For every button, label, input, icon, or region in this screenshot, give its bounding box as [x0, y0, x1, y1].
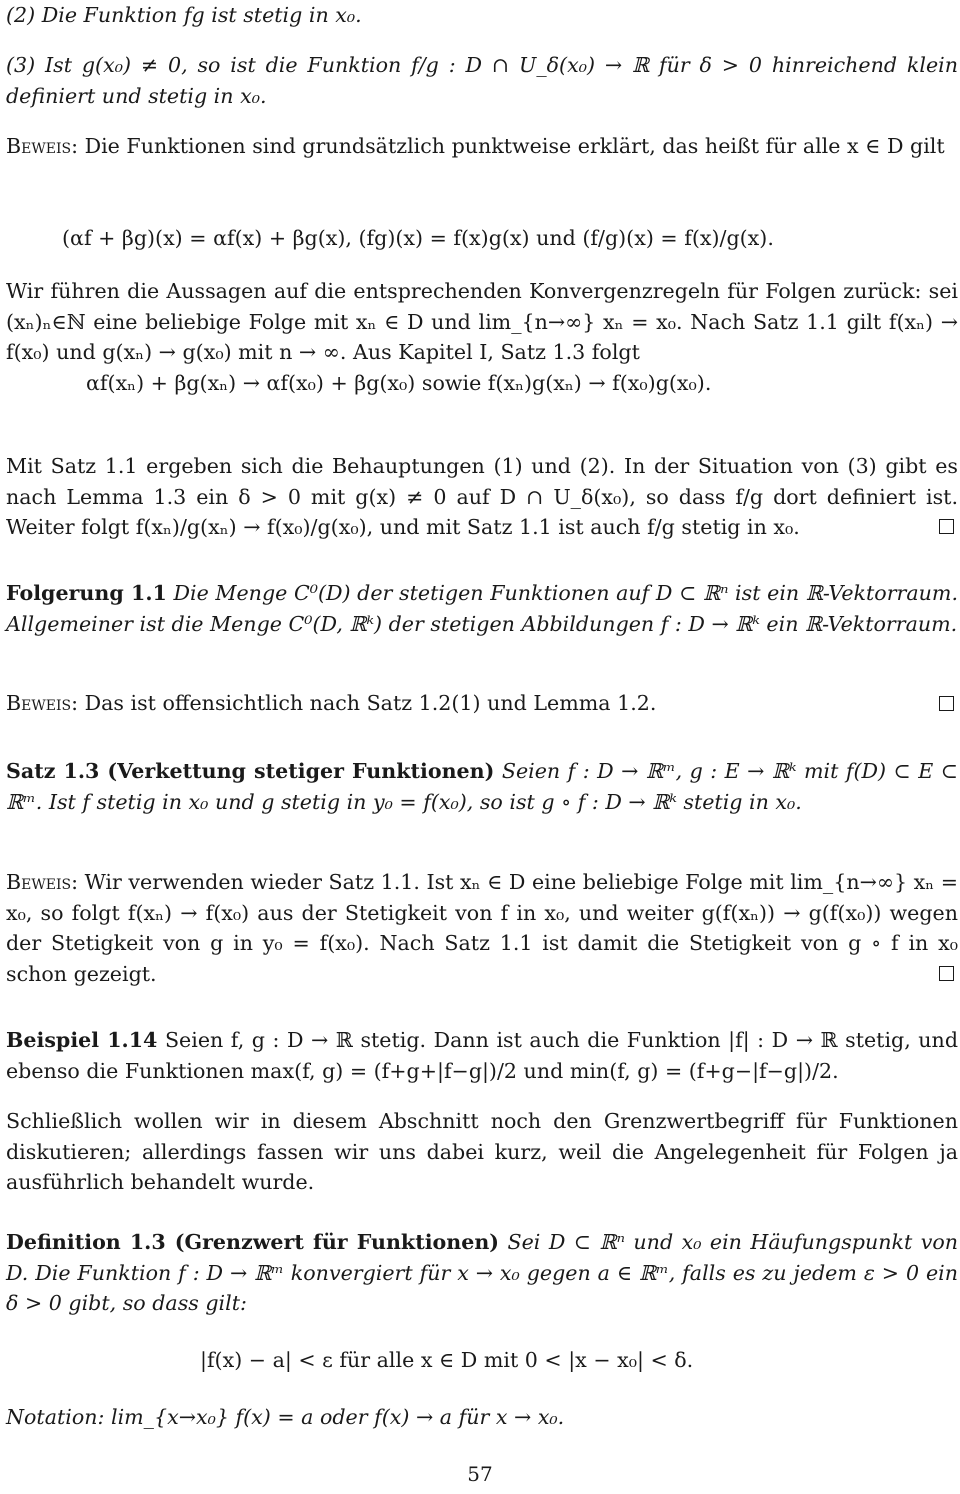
proof-1-formula-2: αf(xₙ) + βg(xₙ) → αf(x₀) + βg(x₀) sowie f(xₙ)g(xₙ) → f(x₀)g(x₀). — [86, 371, 712, 395]
proof-2-text: Das ist offensichtlich nach Satz 1.2(1) und Lemma 1.2. — [84, 691, 657, 715]
folgerung-text: Die Menge C⁰(D) der stetigen Funktionen auf D ⊂ ℝⁿ ist ein ℝ-Vektorraum. Allgemeiner ist die Menge C⁰(D, ℝᵏ) der stetigen Abbildungen f : D → ℝᵏ ein ℝ-Vektorraum. — [6, 581, 959, 636]
beispiel-block — [6, 1025, 958, 1086]
folgerung-block — [6, 578, 958, 639]
satz-text: Seien f : D → ℝᵐ, g : E → ℝᵏ mit f(D) ⊂ E ⊂ ℝᵐ. Ist f stetig in x₀ und g stetig in y₀ = f(x₀), so ist g ∘ f : D → ℝᵏ stetig in x₀. — [6, 759, 958, 814]
proof-3 — [6, 867, 958, 989]
proof-1-paragraph: Wir führen die Aussagen auf die entsprechenden Konvergenzregeln für Folgen zurück: sei (xₙ)ₙ∈ℕ eine beliebige Folge mit xₙ ∈ D und lim_{n→∞} xₙ = x₀. Nach Satz 1.1 gilt f(xₙ) → f(x₀) und g(xₙ) → g(x₀) mit n → ∞. Aus Kapitel I, Satz 1.3 folgt — [6, 279, 958, 364]
list-item-3: (3) Ist g(x₀) ≠ 0, so ist die Funktion f/g : D ∩ U_δ(x₀) → ℝ für δ > 0 hinreichend klein definiert und stetig in x₀. — [6, 53, 958, 108]
definition-text: Sei D ⊂ ℝⁿ und x₀ ein Häufungspunkt von D. Die Funktion f : D → ℝᵐ konvergiert für x → x₀ gegen a ∈ ℝᵐ, falls es zu jedem ε > 0 ein δ > 0 gibt, so dass gilt: — [6, 1230, 958, 1315]
qed-square-icon — [939, 966, 954, 981]
qed-square-icon — [939, 519, 954, 534]
proof-label: Beweis: — [6, 691, 79, 715]
proof-1-paragraph-2 — [6, 451, 958, 543]
satz-label: Satz 1.3 (Verkettung stetiger Funktionen) — [6, 759, 495, 783]
proof-3-text: Wir verwenden wieder Satz 1.1. Ist xₙ ∈ D eine beliebige Folge mit lim_{n→∞} xₙ = x₀, so folgt f(xₙ) → f(x₀) aus der Stetigkeit von f in x₀, und weiter g(f(xₙ)) → g(f(x₀)) wegen der Stetigkeit von g in y₀ = f(x₀). Nach Satz 1.1 ist damit die Stetigkeit von g ∘ f in x₀ schon gezeigt. — [6, 870, 959, 986]
proof-2 — [6, 688, 656, 719]
body-paragraph: Schließlich wollen wir in diesem Abschnitt noch den Grenzwertbegriff für Funktionen diskutieren; allerdings fassen wir uns dabei kurz, weil die Angelegenheit für Folgen ja ausführlich behandelt wurde. — [6, 1109, 958, 1194]
proof-label: Beweis: — [6, 134, 79, 158]
notation-line: Notation: lim_{x→x₀} f(x) = a oder f(x) → a für x → x₀. — [6, 1405, 565, 1429]
satz-block — [6, 756, 958, 817]
definition-formula: |f(x) − a| < ε für alle x ∈ D mit 0 < |x − x₀| < δ. — [200, 1348, 694, 1372]
folgerung-label: Folgerung 1.1 — [6, 581, 167, 605]
list-item-2: (2) Die Funktion fg ist stetig in x₀. — [6, 3, 362, 27]
proof-1-intro-text: Die Funktionen sind grundsätzlich punktweise erklärt, das heißt für alle x ∈ D gilt — [84, 134, 945, 158]
proof-1-formula: (αf + βg)(x) = αf(x) + βg(x), (fg)(x) = f(x)g(x) und (f/g)(x) = f(x)/g(x). — [62, 226, 774, 250]
definition-label: Definition 1.3 (Grenzwert für Funktionen) — [6, 1230, 500, 1254]
beispiel-text: Seien f, g : D → ℝ stetig. Dann ist auch die Funktion |f| : D → ℝ stetig, und ebenso die Funktionen max(f, g) = (f+g+|f−g|)/2 und min(f, g) = (f+g−|f−g|)/2. — [6, 1028, 959, 1083]
qed-square-icon — [939, 696, 954, 711]
proof-label: Beweis: — [6, 870, 79, 894]
page-number: 57 — [467, 1462, 493, 1486]
proof-1-paragraph-2-text: Mit Satz 1.1 ergeben sich die Behauptungen (1) und (2). In der Situation von (3) gibt es nach Lemma 1.3 ein δ > 0 mit g(x) ≠ 0 auf D ∩ U_δ(x₀), so dass f/g dort definiert ist. Weiter folgt f(xₙ)/g(xₙ) → f(x₀)/g(x₀), und mit Satz 1.1 ist auch f/g stetig in x₀. — [6, 454, 958, 539]
beispiel-label: Beispiel 1.14 — [6, 1028, 158, 1052]
proof-1-intro — [6, 131, 958, 162]
definition-block — [6, 1227, 958, 1319]
